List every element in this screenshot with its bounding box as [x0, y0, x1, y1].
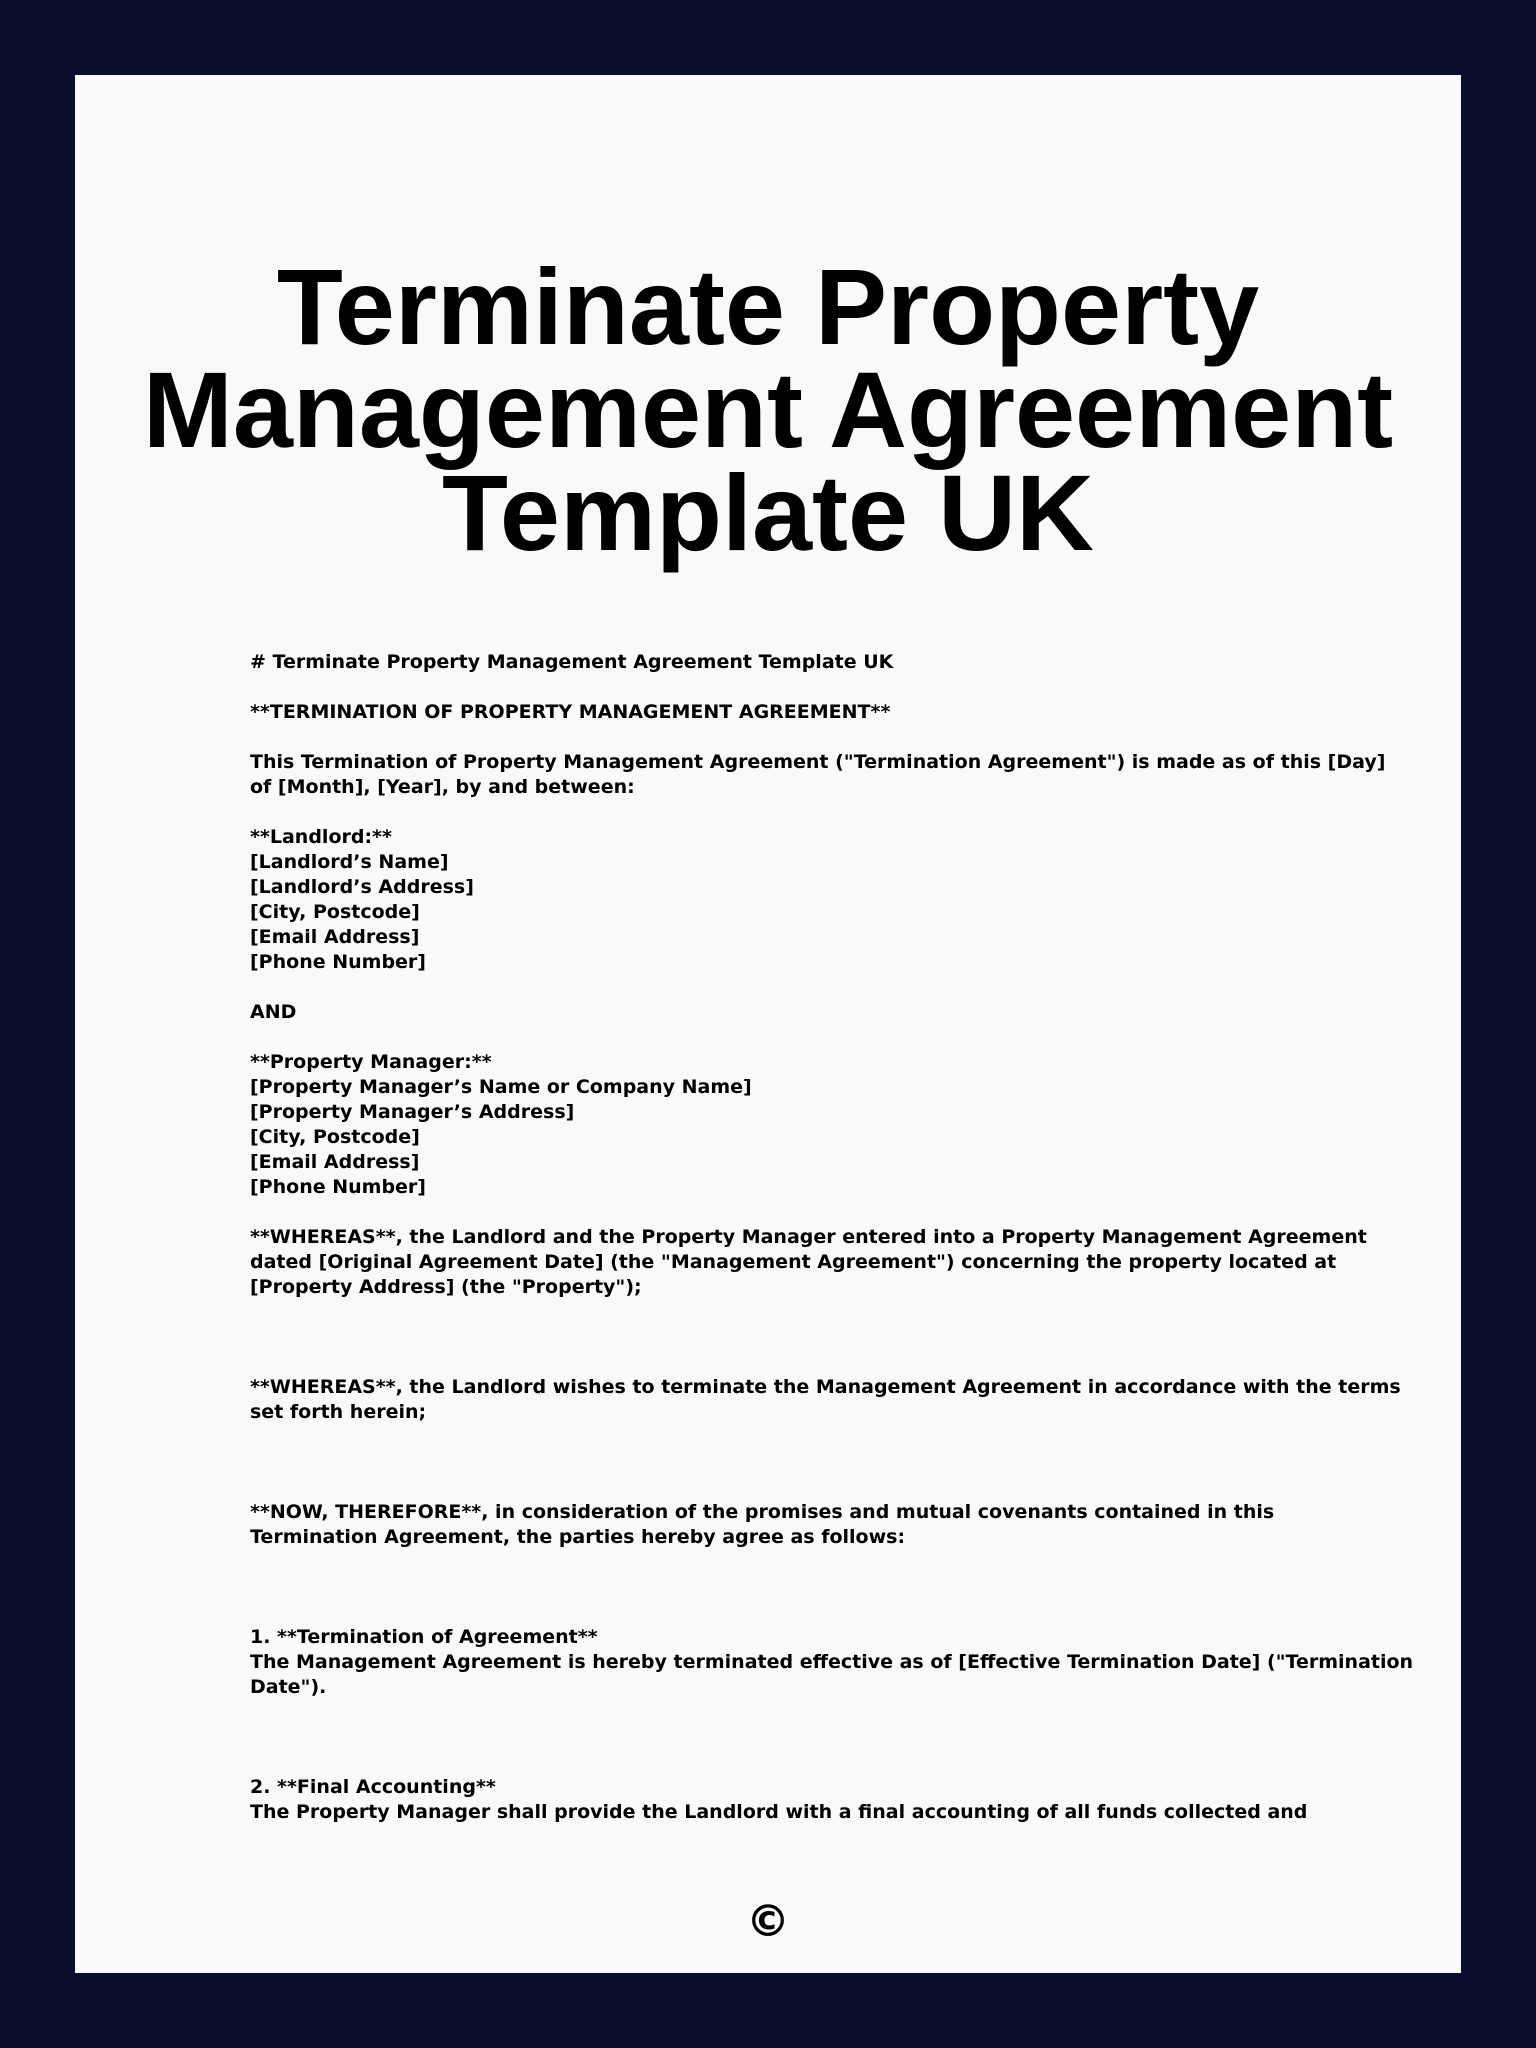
landlord-city-field: [City, Postcode]: [250, 901, 420, 923]
landlord-name-field: [Landlord’s Name]: [250, 851, 449, 873]
whereas-clause-line: **WHEREAS**, the Landlord wishes to terminate the Management Agreement in accordance with the terms: [250, 1376, 1401, 1398]
whereas-clause-line: [Property Address] (the "Property");: [250, 1276, 642, 1298]
whereas-clause-line: set forth herein;: [250, 1401, 427, 1423]
intro-line: This Termination of Property Management Agreement ("Termination Agreement") is made as of this [Day]: [250, 751, 1386, 773]
manager-city-field: [City, Postcode]: [250, 1126, 420, 1148]
markdown-heading: # Terminate Property Management Agreement Template UK: [250, 651, 894, 673]
title-line: Terminate Property: [276, 246, 1260, 367]
manager-label: **Property Manager:**: [250, 1051, 492, 1073]
landlord-label: **Landlord:**: [250, 826, 392, 848]
and-separator: AND: [250, 1001, 297, 1023]
document-title: [75, 246, 1461, 573]
title-line: Template UK: [441, 452, 1095, 573]
whereas-clause-line: dated [Original Agreement Date] (the "Management Agreement") concerning the property located at: [250, 1251, 1337, 1273]
whereas-clause-line: **WHEREAS**, the Landlord and the Property Manager entered into a Property Management Agreement: [250, 1226, 1367, 1248]
document-page: [75, 75, 1461, 1973]
section-heading: 2. **Final Accounting**: [250, 1776, 496, 1798]
title-line: Management Agreement: [142, 349, 1394, 470]
copyright-icon: ©: [746, 1896, 790, 1947]
section-text: Date").: [250, 1676, 327, 1698]
landlord-email-field: [Email Address]: [250, 926, 420, 948]
section-text: The Property Manager shall provide the Landlord with a final accounting of all funds collected and: [250, 1801, 1308, 1823]
now-therefore-line: Termination Agreement, the parties hereby agree as follows:: [250, 1526, 906, 1548]
manager-email-field: [Email Address]: [250, 1151, 420, 1173]
manager-address-field: [Property Manager’s Address]: [250, 1101, 575, 1123]
document-body: [250, 650, 1414, 1825]
manager-phone-field: [Phone Number]: [250, 1176, 426, 1198]
intro-line: of [Month], [Year], by and between:: [250, 776, 635, 798]
section-text: The Management Agreement is hereby terminated effective as of [Effective Termination Date] ("Termination: [250, 1651, 1414, 1673]
manager-name-field: [Property Manager’s Name or Company Name]: [250, 1076, 752, 1098]
now-therefore-line: **NOW, THEREFORE**, in consideration of the promises and mutual covenants contained in this: [250, 1501, 1275, 1523]
landlord-address-field: [Landlord’s Address]: [250, 876, 474, 898]
agreement-heading: **TERMINATION OF PROPERTY MANAGEMENT AGREEMENT**: [250, 701, 891, 723]
section-heading: 1. **Termination of Agreement**: [250, 1626, 598, 1648]
landlord-phone-field: [Phone Number]: [250, 951, 426, 973]
